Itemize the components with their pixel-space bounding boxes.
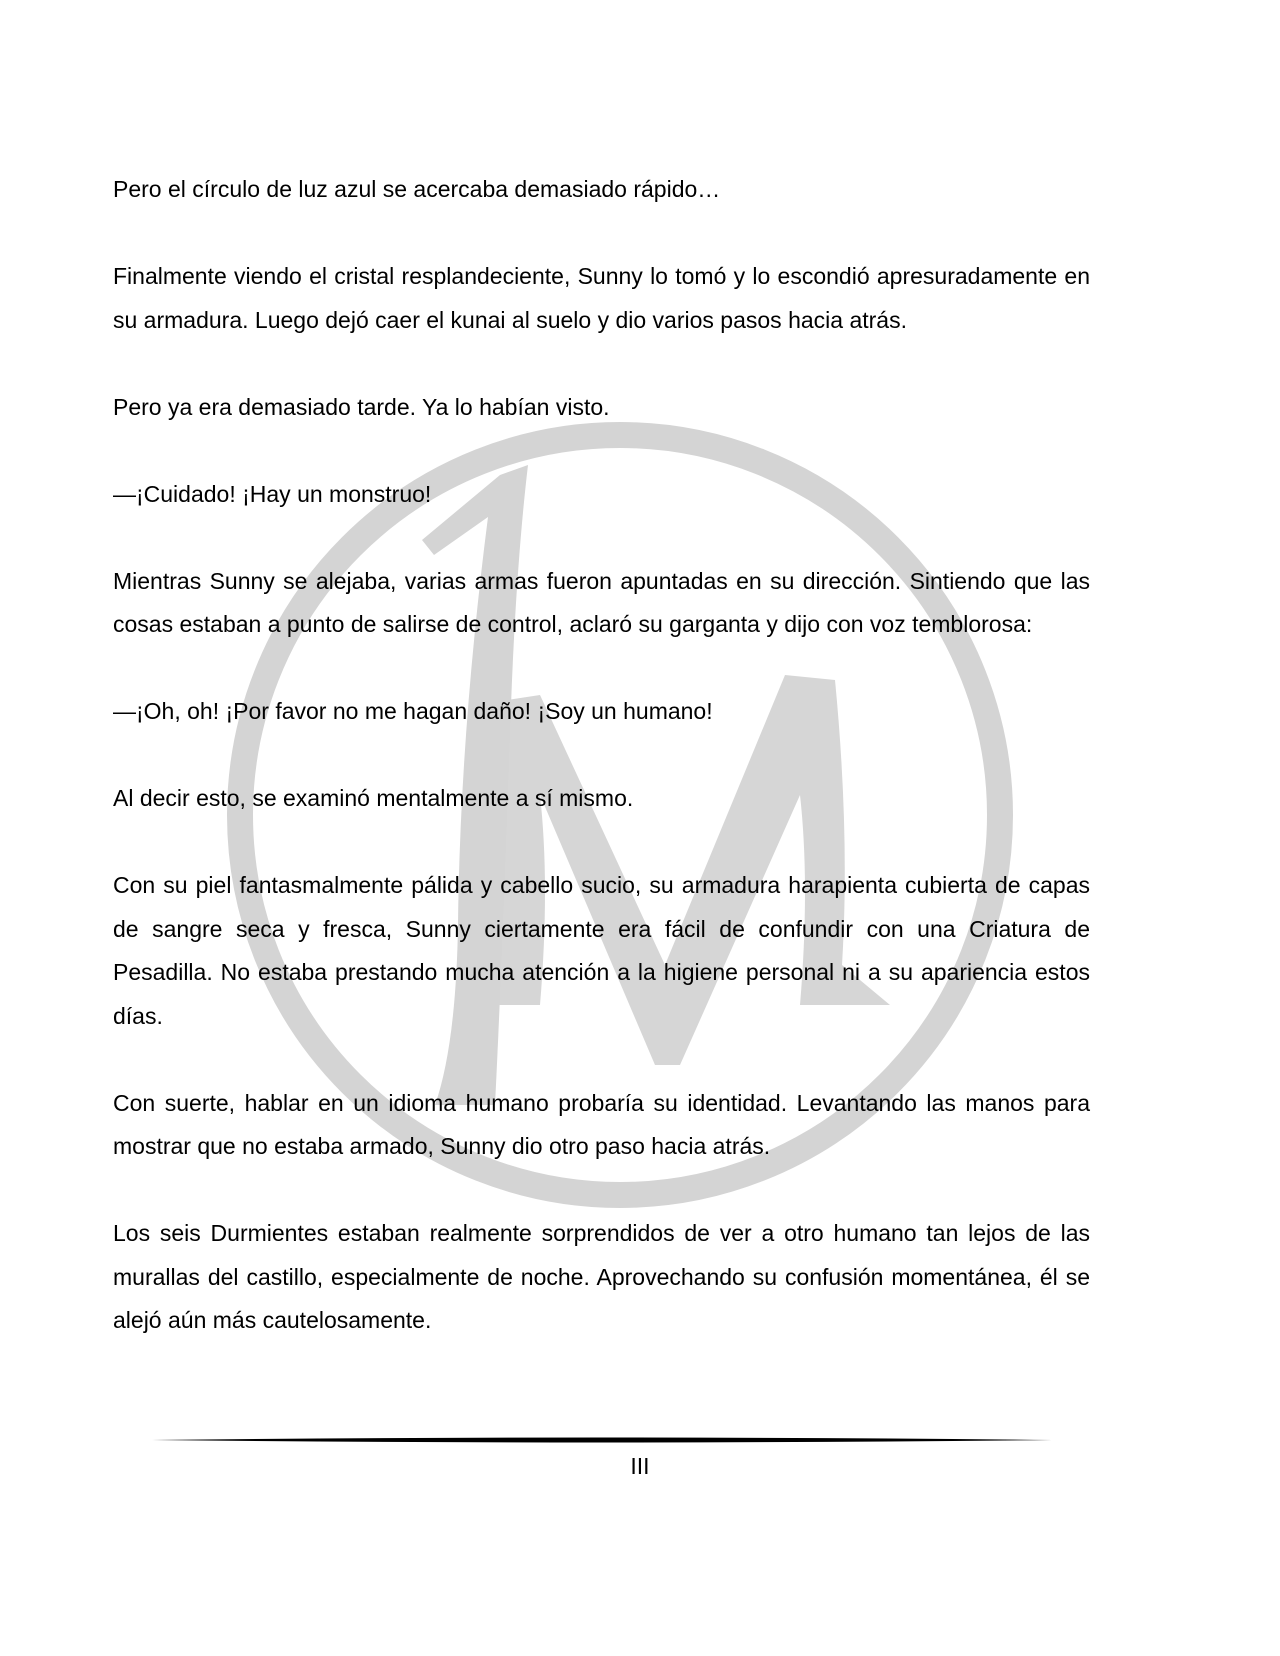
paragraph-5: Mientras Sunny se alejaba, varias armas fueron apuntadas en su dirección. Sintiendo que las cosas estaban a punto de salirse de control, aclaró su garganta y dijo con voz temblorosa:: [113, 567, 1090, 637]
paragraph-10: Los seis Durmientes estaban realmente sorprendidos de ver a otro humano tan lejos de las murallas del castillo, especialmente de noche. Aprovechando su confusión momentánea, él se alejó aún más cautelosamente.: [113, 1220, 1090, 1333]
document-body: [113, 168, 1090, 1343]
paragraph-4: —¡Cuidado! ¡Hay un monstruo!: [113, 480, 432, 507]
paragraph-7: Al decir esto, se examinó mentalmente a sí mismo.: [113, 785, 634, 811]
paragraph-2: Finalmente viendo el cristal resplandeciente, Sunny lo tomó y lo escondió apresuradamente en su armadura. Luego dejó caer el kunai al suelo y dio varios pasos hacia atrás.: [113, 263, 1090, 333]
paragraph-8: Con su piel fantasmalmente pálida y cabello sucio, su armadura harapienta cubierta de capas de sangre seca y fresca, Sunny ciertamente era fácil de confundir con una Criatura de Pesadilla. No estaba prestando mucha atención a la higiene personal ni a su apariencia estos días.: [113, 872, 1090, 1029]
paragraph-1: Pero el círculo de luz azul se acercaba demasiado rápido…: [113, 176, 721, 202]
paragraph-3: Pero ya era demasiado tarde. Ya lo habían visto.: [113, 393, 610, 420]
paragraph-6: —¡Oh, oh! ¡Por favor no me hagan daño! ¡Soy un humano!: [113, 698, 713, 724]
paragraph-9: Con suerte, hablar en un idioma humano probaría su identidad. Levantando las manos para mostrar que no estaba armado, Sunny dio otro paso hacia atrás.: [113, 1089, 1090, 1159]
page-number: III: [630, 1453, 650, 1479]
footer-divider: [152, 1436, 1052, 1444]
